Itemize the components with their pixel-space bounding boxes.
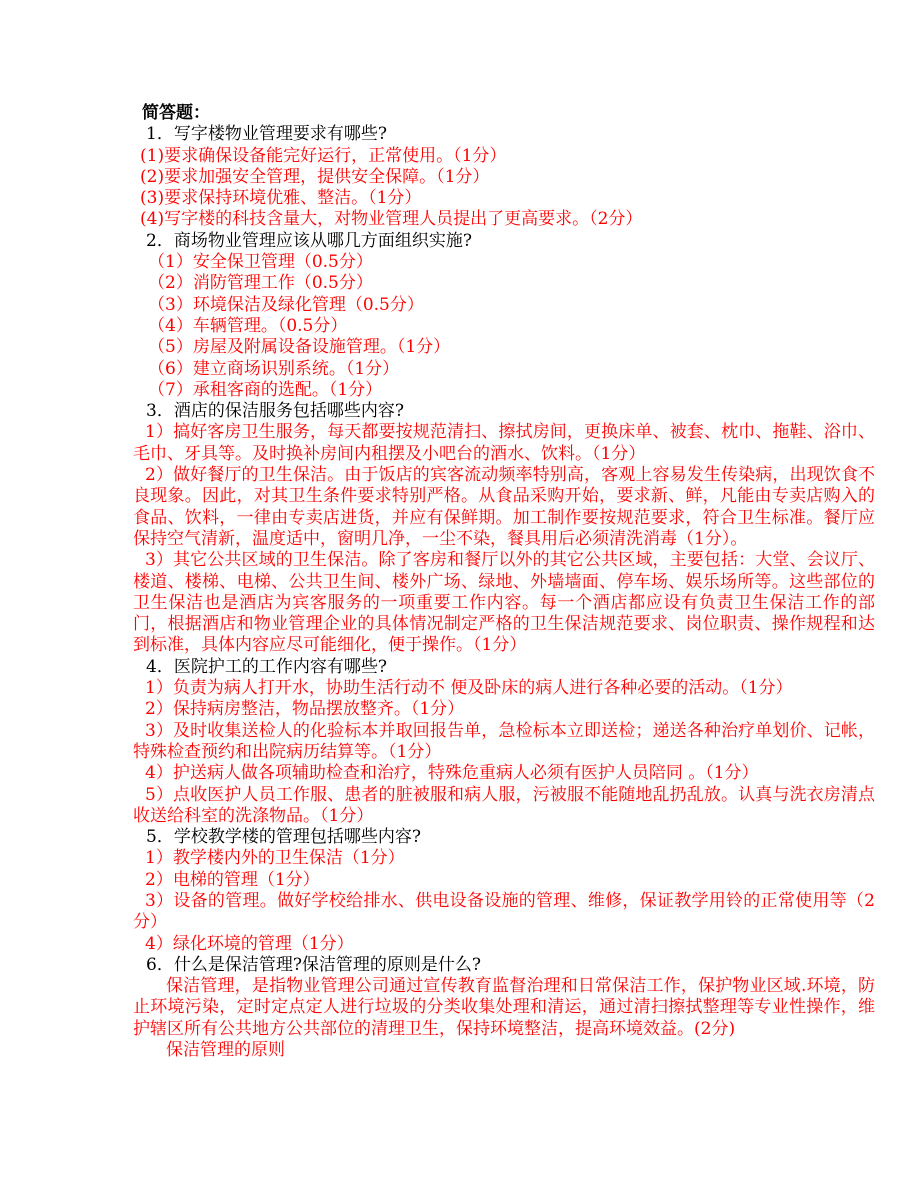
answer-3-1: 1）搞好客房卫生服务，每天都要按规范清扫、擦拭房间，更换床单、被套、枕巾、拖鞋、浴巾、毛巾、牙具等。及时换补房间内租摆及小吧台的酒水、饮料。（1分） <box>133 422 875 464</box>
answer-2-2: （2）消防管理工作（0.5分） <box>148 273 373 294</box>
answer-3-3: 3）其它公共区域的卫生保洁。除了客房和餐厅以外的其它公共区域，主要包括：大堂、会议厅、楼道、楼梯、电梯、公共卫生间、楼外广场、绿地、外墙墙面、停车场、娱乐场所等。这些部位的卫生保洁也是酒店为宾客服务的一项重要工作内容。每一个酒店都应设有负责卫生保洁工作的部门，根据酒店和物业管理企业的具体情况制定严格的卫生保洁规范要求、岗位职责、操作规程和达到标准，具体内容应尽可能细化，便于操作。（1分） <box>133 550 875 656</box>
document-text <box>133 103 875 1061</box>
answer-3-2: 2）做好餐厅的卫生保洁。由于饭店的宾客流动频率特别高，客观上容易发生传染病，出现饮食不良现象。因此，对其卫生条件要求特别严格。从食品采购开始，要求新、鲜，凡能由专卖店购入的食品、饮料，一律由专卖店进货，并应有保鲜期。加工制作要按规范要求，符合卫生标准。餐厅应保持空气清新，温度适中，窗明几净，一尘不染，餐具用后必须清洗消毒（1分）。 <box>133 465 875 549</box>
answer-6-principles-heading: 保洁管理的原则 <box>166 1040 285 1061</box>
answer-6-definition: 保洁管理，是指物业管理公司通过宣传教育监督治理和日常保洁工作，保护物业区域.环境，防止环境污染，定时定点定人进行垃圾的分类收集处理和清运，通过清扫擦拭整理等专业性操作，维护辖区所有公共地方公共部位的清理卫生，保持环境整洁，提高环境效益。(2分) <box>133 976 875 1039</box>
answer-4-3: 3）及时收集送检人的化验标本并取回报告单，急检标本立即送检；递送各种治疗单划价、记帐，特殊检查预约和出院病历结算等。（1分） <box>133 720 875 762</box>
answer-5-1: 1）教学楼内外的卫生保洁（1分） <box>145 848 405 869</box>
answer-2-4: （4）车辆管理。（0.5分） <box>148 315 348 336</box>
answer-5-2: 2）电梯的管理（1分） <box>145 869 320 890</box>
question-3: 3．酒店的保洁服务包括哪些内容? <box>146 401 404 422</box>
answer-4-2: 2）保持病房整洁，物品摆放整齐。（1分） <box>145 699 465 720</box>
answer-4-4: 4）护送病人做各项辅助检查和治疗，特殊危重病人必须有医护人员陪同 。（1分） <box>145 763 759 784</box>
answer-2-3: （3）环境保洁及绿化管理（0.5分） <box>148 294 424 315</box>
answer-1-2: (2)要求加强安全管理，提供安全保障。（1分） <box>140 166 490 187</box>
answer-4-1: 1）负责为病人打开水，协助生活行动不 便及卧床的病人进行各种必要的活动。（1分） <box>145 678 793 699</box>
answer-1-3: (3)要求保持环境优雅、整洁。（1分） <box>140 188 422 209</box>
answer-2-6: （6）建立商场识别系统。（1分） <box>148 358 400 379</box>
section-heading: 简答题： <box>142 103 210 123</box>
question-4: 4．医院护工的工作内容有哪些? <box>146 656 387 677</box>
answer-5-4: 4）绿化环境的管理（1分） <box>145 933 354 954</box>
answer-2-1: （1）安全保卫管理（0.5分） <box>148 252 373 273</box>
question-2: 2．商场物业管理应该从哪几方面组织实施? <box>146 230 472 251</box>
answer-5-3: 3）设备的管理。做好学校给排水、供电设备设施的管理、维修，保证教学用铃的正常使用等（2分） <box>133 890 875 933</box>
question-6: 6．什么是保洁管理?保洁管理的原则是什么? <box>146 954 482 975</box>
answer-2-7: （7）承租客商的选配。（1分） <box>148 379 383 400</box>
answer-1-4: (4)写字楼的科技含量大，对物业管理人员提出了更高要求。（2分） <box>140 209 643 230</box>
answer-4-5: 5）点收医护人员工作服、患者的脏被服和病人服，污被服不能随地乱扔乱放。认真与洗衣房清点收送给科室的洗涤物品。（1分） <box>133 784 875 826</box>
answer-1-1: (1)要求确保设备能完好运行，正常使用。（1分） <box>140 145 507 166</box>
question-1: 1．写字楼物业管理要求有哪些? <box>146 124 387 145</box>
question-5: 5．学校教学楼的管理包括哪些内容? <box>146 827 421 848</box>
answer-2-5: （5）房屋及附属设备设施管理。（1分） <box>148 337 451 358</box>
